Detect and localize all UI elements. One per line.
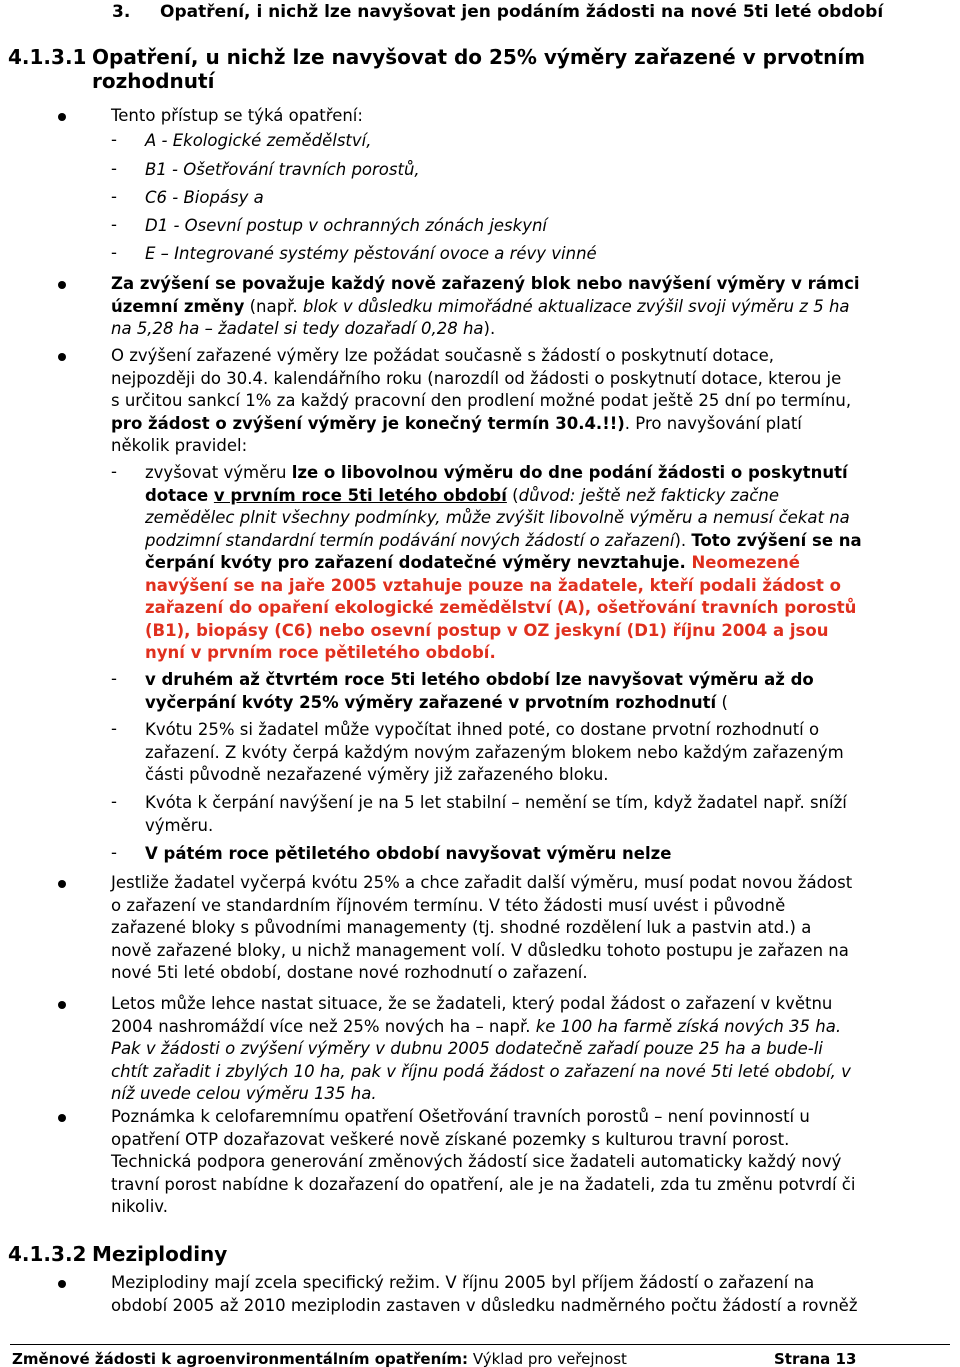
measure-item: D1 - Osevní postup v ochranných zónách jeskyní [145, 216, 548, 235]
page-footer [10, 1344, 950, 1367]
text-red-line: nyní v prvním roce pětiletého období. [145, 643, 496, 662]
text-line: Jestliže žadatel vyčerpá kvótu 25% a chce zařadit další výměru, musí podat novou žádost [111, 873, 853, 892]
text-line: výměru. [145, 815, 214, 835]
situation-paragraph [111, 993, 952, 1106]
text-line: Kvóta k čerpání navýšení je na 5 let stabilní – nemění se tím, když žadatel např. sníží [145, 793, 847, 812]
text-bold: dotace [145, 485, 214, 505]
page-number: Strana 13 [774, 1350, 857, 1367]
text-span: ( [716, 692, 728, 712]
subsection-number: 4.1.3.2 [8, 1242, 87, 1266]
text-bold: vyčerpání kvóty 25% výměry zařazené v prvotním rozhodnutí [145, 692, 717, 712]
subsection-title: Meziplodiny [92, 1242, 228, 1266]
text-italic: ke 100 ha farmě získá nových 35 ha. [530, 1016, 842, 1036]
request-paragraph [111, 345, 952, 458]
text-line: Letos může lehce nastat situace, že se žadateli, který podal žádost o zařazení v květnu [111, 994, 833, 1013]
text-line: Pak v žádosti o zvýšení výměry v dubnu 2005 dodatečně zařadí pouze 25 ha a bude-li [111, 1039, 823, 1058]
text-line: travní porost nabídne k dozařazení do opatření, ale je na žadateli, zda tu změnu potvrdí či [111, 1174, 856, 1194]
subsection-title: Opatření, u nichž lze navyšovat do 25% výměry zařazené v prvotním rozhodnutí [92, 45, 866, 93]
bullet-icon [58, 1280, 66, 1288]
text-line: období 2005 až 2010 meziplodin zastaven v důsledku nadměrného počtu žádostí a rovněž [111, 1295, 858, 1315]
subsection-number: 4.1.3.1 [8, 45, 87, 69]
dash-marker: - [111, 719, 117, 738]
text-bold: čerpání kvóty pro zařazení dodatečné výměry nevztahuje. [145, 553, 686, 572]
measure-item: C6 - Biopásy a [145, 188, 264, 207]
text-line: Poznámka k celofaremnímu opatření Ošetřování travních porostů – není povinností u [111, 1107, 810, 1126]
text-span: (např. [244, 296, 298, 316]
text-line: s určitou sankcí 1% za každý pracovní den prodlení možné podat ještě 25 dní po termínu, [111, 391, 852, 410]
text-line: Meziplodiny mají zcela specifický režim. V říjnu 2005 byl příjem žádostí o zařazení na [111, 1273, 815, 1292]
measure-item: E – Integrované systémy pěstování ovoce a révy vinné [145, 244, 597, 263]
rule-second-fourth-year [145, 669, 952, 714]
measure-item: A - Ekologické zemědělství, [145, 131, 372, 150]
bullet-icon [58, 353, 66, 361]
text-line: nikoliv. [111, 1197, 169, 1216]
text-line: Kvótu 25% si žadatel může vypočítat ihned poté, co dostane prvotní rozhodnutí o [145, 720, 820, 739]
footer-title [12, 1350, 627, 1367]
dash-marker: - [111, 462, 117, 481]
text-bold: Toto zvýšení se na [691, 530, 862, 550]
dash-marker: - [111, 243, 117, 262]
text-italic: důvod: ještě než fakticky začne [518, 485, 779, 505]
text-span: zvyšovat výměru [145, 463, 292, 482]
dash-marker: - [111, 187, 117, 206]
text-line: nově zařazené bloky, u nichž management volí. V důsledku tohoto postupu je zařazen na [111, 940, 849, 960]
text-line: níž uvede celou výměru 135 ha. [111, 1084, 377, 1103]
text-line: o zařazení ve standardním říjnovém termínu. V této žádosti musí uvést i původně [111, 895, 786, 915]
text-red-line: (B1), biopásy (C6) nebo osevní postup v OZ jeskyní (D1) říjnu 2004 a jsou [145, 620, 829, 640]
text-bold: pro žádost o zvýšení výměry je konečný termín 30.4.!!) [111, 413, 625, 433]
bullet-icon [58, 880, 66, 888]
note-paragraph [111, 1106, 952, 1219]
text-line: Technická podpora generování změnových žádostí sice žadateli automaticky každý nový [111, 1152, 842, 1171]
text-line: Za zvýšení se považuje každý nově zařazený blok nebo navýšení výměry v rámci [111, 274, 860, 293]
text-bold-underline: v prvním roce 5ti letého období [213, 485, 507, 505]
text-span: . Pro navyšování platí [624, 413, 802, 433]
text-span: ). [674, 530, 692, 550]
bullet-icon [58, 113, 66, 121]
text-bold: lze o libovolnou výměru do dne podání žádosti o poskytnutí [291, 463, 848, 482]
text-line: O zvýšení zařazené výměry lze požádat současně s žádostí o poskytnutí dotace, [111, 346, 775, 365]
text-line: opatření OTP dozařazovat veškeré nově získané pozemky s kulturou travní porost. [111, 1129, 790, 1149]
text-italic: podzimní standardní termín podávání nových žádostí o zařazení [145, 530, 675, 550]
text-line: části původně nezařazené výměry již zařazeného bloku. [145, 765, 609, 784]
dash-marker: - [111, 130, 117, 149]
text-red: Neomezené [685, 553, 800, 572]
text-span: 2004 nashromáždí více než 25% nových ha – např. [111, 1016, 531, 1036]
text-line: několik pravidel: [111, 436, 248, 455]
text-line: zařazené bloky s původními managementy (tj. shodné rozdělení luk a pastvin atd.) a [111, 918, 812, 937]
dash-marker: - [111, 669, 117, 688]
dash-marker: - [111, 792, 117, 811]
text-italic: na 5,28 ha – žadatel si tedy dozařadí 0,28 ha [111, 319, 484, 338]
rule-first-year [145, 462, 952, 665]
text-line: nejpozději do 30.4. kalendářního roku (narozdíl od žádosti o poskytnutí dotace, kterou je [111, 368, 842, 388]
dash-marker: - [111, 843, 117, 862]
text-span: ). [483, 319, 496, 338]
rule-fifth-year: V pátém roce pětiletého období navyšovat výměru nelze [145, 844, 672, 863]
footer-title-bold: Změnové žádosti k agroenvironmentálním opatřením: [12, 1350, 469, 1367]
text-italic: blok v důsledku mimořádné aktualizace zvýšil svoji výměru z 5 ha [297, 296, 850, 316]
text-bold: územní změny [111, 296, 245, 316]
bullet-icon [58, 1001, 66, 1009]
bullet-icon [58, 281, 66, 289]
catch-crops-paragraph [111, 1272, 952, 1317]
text-line: zemědělec plnit všechny podmínky, může zvýšit libovolně výměru a nemusí čekat na [145, 508, 850, 527]
text-red-line: zařazení do opaření ekologické zemědělství (A), ošetřování travních porostů [145, 598, 857, 617]
text-line: chtít zařadit i zbylých 10 ha, pak v říjnu podá žádost o zařazení na nové 5ti leté období, v [111, 1061, 851, 1081]
rule-quota-calc [145, 719, 952, 787]
quota-paragraph [111, 872, 952, 985]
increase-definition [111, 273, 952, 341]
rule-quota-stable [145, 792, 952, 837]
section-title: Opatření, i nichž lze navyšovat jen podáním žádosti na nové 5ti leté období [160, 2, 884, 22]
intro-text: Tento přístup se týká opatření: [111, 106, 363, 125]
bullet-icon [58, 1114, 66, 1122]
text-line: nové 5ti leté období, dostane nové rozhodnutí o zařazení. [111, 963, 588, 982]
dash-marker: - [111, 215, 117, 234]
text-span: ( [506, 485, 519, 505]
text-line: v druhém až čtvrtém roce 5ti letého období lze navyšovat výměru až do [145, 670, 814, 689]
text-line: zařazení. Z kvóty čerpá každým novým zařazeným blokem nebo každým zařazeným [145, 742, 844, 762]
text-red-line: navýšení se na jaře 2005 vztahuje pouze na žadatele, kteří podali žádost o [145, 575, 842, 595]
dash-marker: - [111, 159, 117, 178]
measure-item: B1 - Ošetřování travních porostů, [145, 160, 420, 179]
footer-title-rest: Výklad pro veřejnost [468, 1350, 627, 1367]
section-number: 3. [112, 2, 131, 22]
